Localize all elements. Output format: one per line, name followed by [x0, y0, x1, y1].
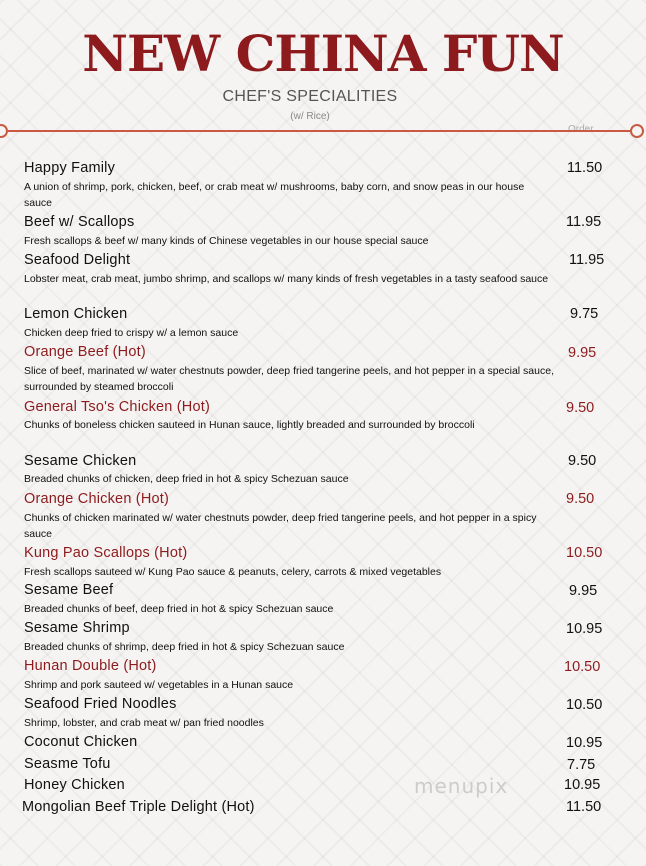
item-price-orange-chicken: 9.50 — [566, 491, 595, 507]
item-price-orange-beef: 9.95 — [568, 345, 597, 361]
watermark: menupix — [414, 774, 509, 798]
item-price-honey-chicken: 10.95 — [564, 777, 601, 793]
item-price-lemon-chicken: 9.75 — [570, 306, 599, 322]
item-price-coconut-chicken: 10.95 — [566, 735, 603, 751]
item-desc-beef-scallops: Fresh scallops & beef w/ many kinds of Chinese vegetables in our house special sauce — [24, 235, 429, 247]
divider-circle-left — [0, 124, 8, 138]
item-price-beef-scallops: 11.95 — [566, 214, 602, 230]
item-desc-seafood-fried-noodles: Shrimp, lobster, and crab meat w/ pan fried noodles — [24, 717, 264, 729]
item-desc-orange-beef: Slice of beef, marinated w/ water chestnuts powder, deep fried tangerine peels, and hot pepper in a special sauce, surrounded by steamed broccoli — [24, 365, 554, 393]
item-name-orange-beef: Orange Beef (Hot) — [24, 344, 146, 360]
item-desc-general-tso: Chunks of boneless chicken sauteed in Hunan sauce, lightly breaded and surrounded by broccoli — [24, 419, 475, 431]
item-name-seafood-fried-noodles: Seafood Fried Noodles — [24, 696, 177, 712]
item-price-happy-family: 11.50 — [567, 160, 603, 176]
item-price-seafood-fried-noodles: 10.50 — [566, 697, 603, 713]
item-desc-sesame-shrimp: Breaded chunks of shrimp, deep fried in hot & spicy Schezuan sauce — [24, 641, 345, 653]
menu-title: NEW CHINA FUN — [82, 24, 564, 83]
item-price-general-tso: 9.50 — [566, 400, 595, 416]
item-desc-kung-pao-scallops: Fresh scallops sauteed w/ Kung Pao sauce & peanuts, celery, carrots & mixed vegetables — [24, 566, 442, 578]
item-price-sesame-beef: 9.95 — [569, 583, 598, 599]
item-name-sesame-beef: Sesame Beef — [24, 582, 114, 598]
item-price-hunan-double: 10.50 — [564, 659, 601, 675]
menu-subtitle: CHEF'S SPECIALITIES — [222, 88, 398, 105]
item-name-happy-family: Happy Family — [24, 160, 116, 176]
divider-rule — [8, 130, 638, 132]
rice-note: (w/ Rice) — [290, 111, 330, 122]
item-price-kung-pao-scallops: 10.50 — [566, 545, 603, 561]
item-desc-happy-family: A union of shrimp, pork, chicken, beef, or crab meat w/ mushrooms, baby corn, and snow peas in our house sauce — [24, 181, 525, 209]
item-name-seafood-delight: Seafood Delight — [24, 252, 131, 268]
item-desc-orange-chicken: Chunks of chicken marinated w/ water chestnuts powder, deep fried tangerine peels, and hot pepper in a spicy sauce — [24, 512, 537, 540]
item-name-sesame-shrimp: Sesame Shrimp — [24, 620, 130, 636]
item-name-mongolian-beef: Mongolian Beef Triple Delight (Hot) — [22, 799, 255, 815]
item-desc-hunan-double: Shrimp and pork sauteed w/ vegetables in a Hunan sauce — [24, 679, 294, 691]
item-name-general-tso: General Tso's Chicken (Hot) — [24, 399, 210, 415]
item-name-orange-chicken: Orange Chicken (Hot) — [24, 491, 170, 507]
item-name-hunan-double: Hunan Double (Hot) — [24, 658, 157, 674]
item-name-beef-scallops: Beef w/ Scallops — [24, 214, 135, 230]
item-price-seasme-tofu: 7.75 — [567, 757, 596, 773]
item-desc-sesame-chicken: Breaded chunks of chicken, deep fried in hot & spicy Schezuan sauce — [24, 473, 349, 485]
item-price-seafood-delight: 11.95 — [569, 252, 605, 268]
item-desc-seafood-delight: Lobster meat, crab meat, jumbo shrimp, and scallops w/ many kinds of fresh vegetables in a tasty seafood sauce — [24, 273, 549, 285]
item-desc-sesame-beef: Breaded chunks of beef, deep fried in hot & spicy Schezuan sauce — [24, 603, 334, 615]
item-name-kung-pao-scallops: Kung Pao Scallops (Hot) — [24, 545, 188, 561]
item-price-sesame-shrimp: 10.95 — [566, 621, 603, 637]
item-name-honey-chicken: Honey Chicken — [24, 777, 125, 793]
item-name-lemon-chicken: Lemon Chicken — [24, 306, 128, 322]
item-desc-lemon-chicken: Chicken deep fried to crispy w/ a lemon sauce — [24, 327, 239, 339]
divider-circle-right — [630, 124, 644, 138]
item-name-sesame-chicken: Sesame Chicken — [24, 453, 137, 469]
item-name-coconut-chicken: Coconut Chicken — [24, 734, 138, 750]
item-name-seasme-tofu: Seasme Tofu — [24, 756, 111, 772]
item-price-mongolian-beef: 11.50 — [566, 799, 602, 815]
item-price-sesame-chicken: 9.50 — [568, 453, 597, 469]
